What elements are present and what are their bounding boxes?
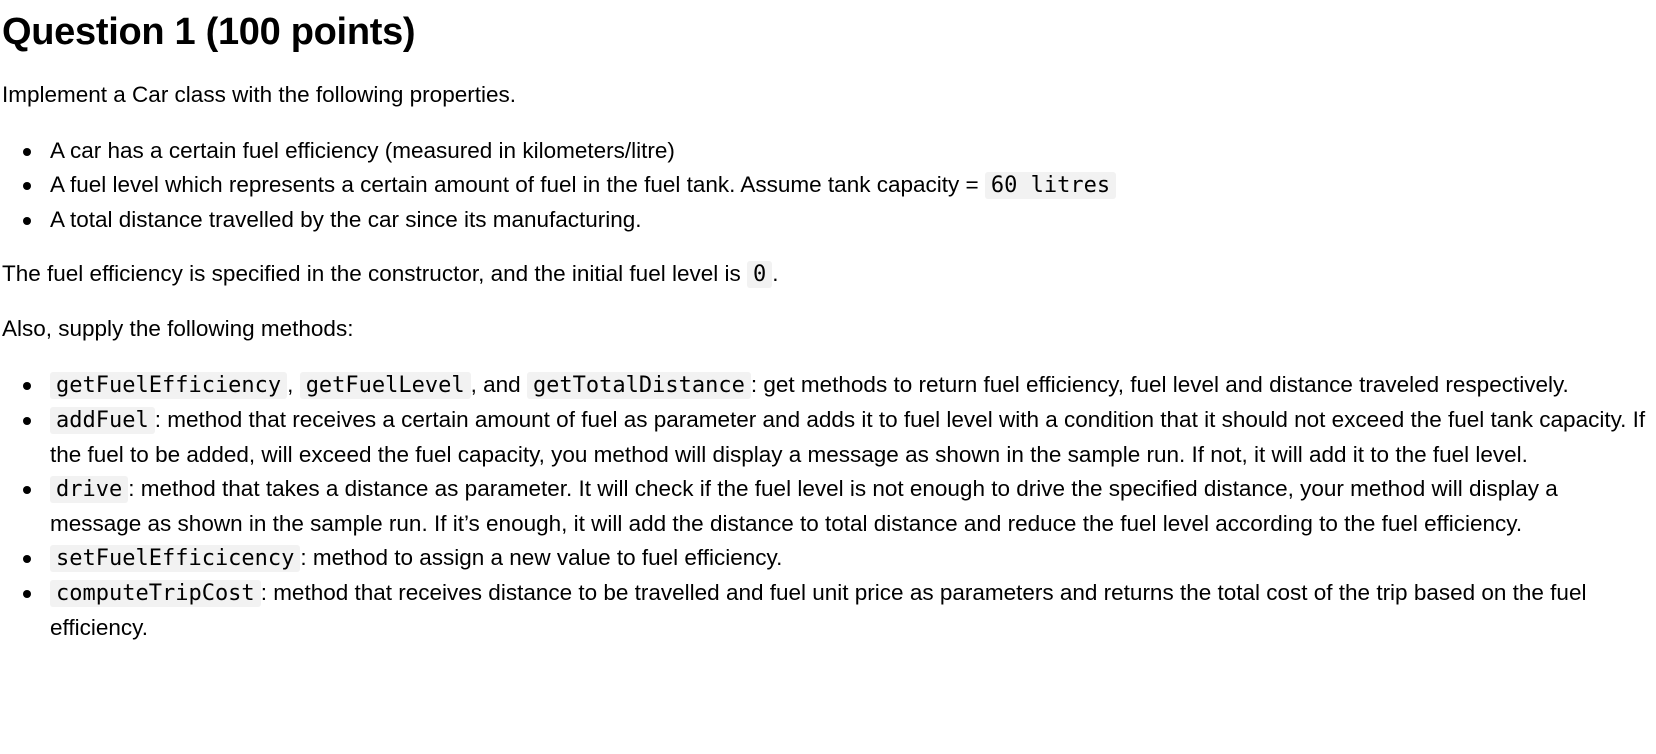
- method-code-setFuelEfficicency: setFuelEfficicency: [50, 545, 300, 572]
- method-code-computeTripCost: computeTripCost: [50, 580, 261, 607]
- property-text: A fuel level which represents a certain amount of fuel in the fuel tank. Assume tank capacity =: [50, 172, 985, 197]
- constructor-text: The fuel efficiency is specified in the constructor, and the initial fuel level is: [2, 261, 747, 286]
- constructor-end: .: [772, 261, 779, 286]
- separator-text: ,: [287, 372, 300, 397]
- method-item-addFuel: [50, 403, 1654, 472]
- question-title: Question 1 (100 points): [2, 11, 416, 53]
- method-code-drive: drive: [50, 476, 128, 503]
- method-description: : method to assign a new value to fuel efficiency.: [300, 545, 783, 570]
- properties-list: [2, 134, 1654, 237]
- bullet-icon: [23, 382, 31, 390]
- bullet-icon: [23, 590, 31, 598]
- property-item-fuel-level: [50, 168, 1654, 203]
- property-item-fuel-efficiency: [50, 134, 1654, 168]
- bullet-icon: [23, 148, 31, 156]
- bullet-icon: [23, 486, 31, 494]
- method-description: : method that takes a distance as parameter. It will check if the fuel level is not enough to drive the specified distance, your method will display a message as shown in the sample run. If it’s enough, it will add the distance to total distance and reduce the fuel level according to the fuel efficiency.: [50, 476, 1558, 536]
- method-description: : method that receives a certain amount of fuel as parameter and adds it to fuel level with a condition that it should not exceed the fuel tank capacity. If the fuel to be added, will exceed the fuel capacity, you method will display a message as shown in the sample run. If not, it will add it to the fuel level.: [50, 407, 1646, 467]
- intro-paragraph: Implement a Car class with the following properties.: [2, 82, 516, 107]
- method-code-getFuelEfficiency: getFuelEfficiency: [50, 372, 287, 399]
- method-code-addFuel: addFuel: [50, 407, 155, 434]
- method-description: : method that receives distance to be travelled and fuel unit price as parameters and returns the total cost of the trip based on the fuel efficiency.: [50, 580, 1587, 640]
- methods-list: [2, 368, 1654, 645]
- tank-capacity-code: 60 litres: [985, 172, 1116, 199]
- method-code-getFuelLevel: getFuelLevel: [300, 372, 471, 399]
- method-item-computeTripCost: [50, 576, 1654, 645]
- methods-intro-paragraph: Also, supply the following methods:: [2, 316, 354, 341]
- property-item-total-distance: [50, 203, 1654, 237]
- method-item-getters: [50, 368, 1654, 403]
- bullet-icon: [23, 555, 31, 563]
- separator-text: , and: [470, 372, 527, 397]
- method-code-getTotalDistance: getTotalDistance: [527, 372, 751, 399]
- constructor-paragraph: [2, 257, 1654, 292]
- method-description: : get methods to return fuel efficiency, fuel level and distance traveled respectively.: [750, 372, 1569, 397]
- bullet-icon: [23, 217, 31, 225]
- initial-fuel-code: 0: [747, 261, 772, 288]
- method-item-setFuelEfficiency: [50, 541, 1654, 576]
- bullet-icon: [23, 417, 31, 425]
- property-text: A total distance travelled by the car since its manufacturing.: [50, 207, 642, 232]
- method-item-drive: [50, 472, 1654, 541]
- property-text: A car has a certain fuel efficiency (measured in kilometers/litre): [50, 138, 675, 163]
- bullet-icon: [23, 182, 31, 190]
